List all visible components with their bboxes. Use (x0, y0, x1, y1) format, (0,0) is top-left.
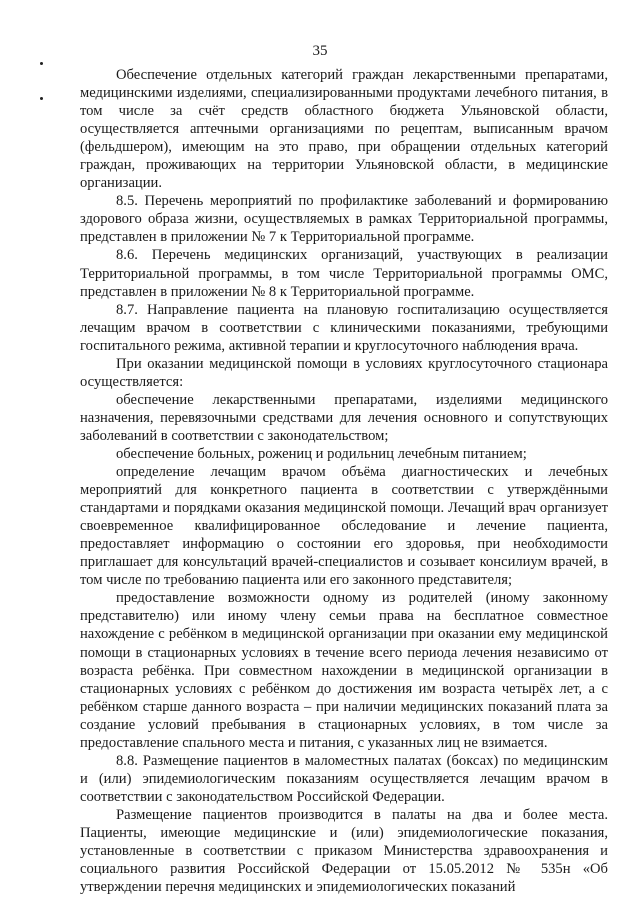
paragraph-8-6: 8.6. Перечень медицинских организаций, участвующих в реализации Территориальной программы, в том числе Территориальной программы ОМС, представлен в приложении № 8 к Территориальной программе. (80, 247, 608, 300)
list-item-nutrition: обеспечение больных, рожениц и родильниц лечебным питанием; (116, 445, 527, 462)
paragraph-8-5: 8.5. Перечень мероприятий по профилактике заболеваний и формированию здорового образа жизни, осуществляемых в рамках Территориальной программы, представлен в приложении № 7 к Территориальной программе. (80, 193, 608, 246)
paragraph-drug-provision: Обеспечение отдельных категорий граждан лекарственными препаратами, медицинскими изделиями, специализированными продуктами лечебного питания, в том числе за счёт средств областного бюджета Ульяновской области, осуществляется аптечными организациями по рецептам, выписанным врачом (фельдшером), имеющим на это право, при обращении отдельных категорий граждан, проживающих на территории Ульяновской области, в медицинские организации. (80, 67, 608, 192)
paragraph-8-8: 8.8. Размещение пациентов в маломестных палатах (боксах) по медицинским и (или) эпидемиологическим показаниям осуществляется лечащим врачом в соответствии с законодательством Российской Федерации. (80, 752, 608, 805)
page-number: 35 (312, 43, 328, 59)
scan-artifact-dot (40, 97, 43, 100)
paragraph-8-7: 8.7. Направление пациента на плановую госпитализацию осуществляется лечащим врачом в соответствии с клиническими показаниями, требующими госпитального режима, активной терапии и круглосуточного наблюдения врача. (80, 301, 608, 354)
paragraph-inpatient-care-intro: При оказании медицинской помощи в условиях круглосуточного стационара осуществляется: (80, 355, 608, 390)
list-item-diagnostics: определение лечащим врачом объёма диагностических и лечебных мероприятий для конкретного пациента в соответствии с утверждёнными стандартами и порядками оказания медицинской помощи. Лечащий врач организует своевременное квалифицированное обследование и лечение пациента, предоставляет информацию о состоянии его здоровья, при необходимости приглашает для консультаций врачей-специалистов и созывает консилиум врачей, в том числе по требованию пациента или его законного представителя; (80, 464, 608, 589)
list-item-medications: обеспечение лекарственными препаратами, изделиями медицинского назначения, перевязочными средствами для лечения основного и сопутствующих заболеваний в соответствии с законодательством; (80, 391, 608, 444)
document-body (80, 66, 608, 896)
paragraph-ward-placement: Размещение пациентов производится в палаты на два и более места. Пациенты, имеющие медицинские и (или) эпидемиологические показания, установленные в соответствии с приказом Министерства здравоохранения и социального развития Российской Федерации от 15.05.2012 № 535н «Об утверждении перечня медицинских и эпидемиологических показаний (80, 806, 608, 896)
scan-artifact-dot (40, 62, 43, 65)
list-item-parent-stay: предоставление возможности одному из родителей (иному законному представителю) или иному члену семьи права на бесплатное совместное нахождение с ребёнком в медицинской организации при оказании ему медицинской помощи в стационарных условиях в течение всего периода лечения независимо от возраста ребёнка. При совместном нахождении в медицинской организации в стационарных условиях с ребёнком до достижения им возраста четырёх лет, а с ребёнком старше данного возраста – при наличии медицинских показаний плата за создание условий пребывания в стационарных условиях, в том числе за предоставление спального места и питания, с указанных лиц не взимается. (80, 590, 608, 751)
